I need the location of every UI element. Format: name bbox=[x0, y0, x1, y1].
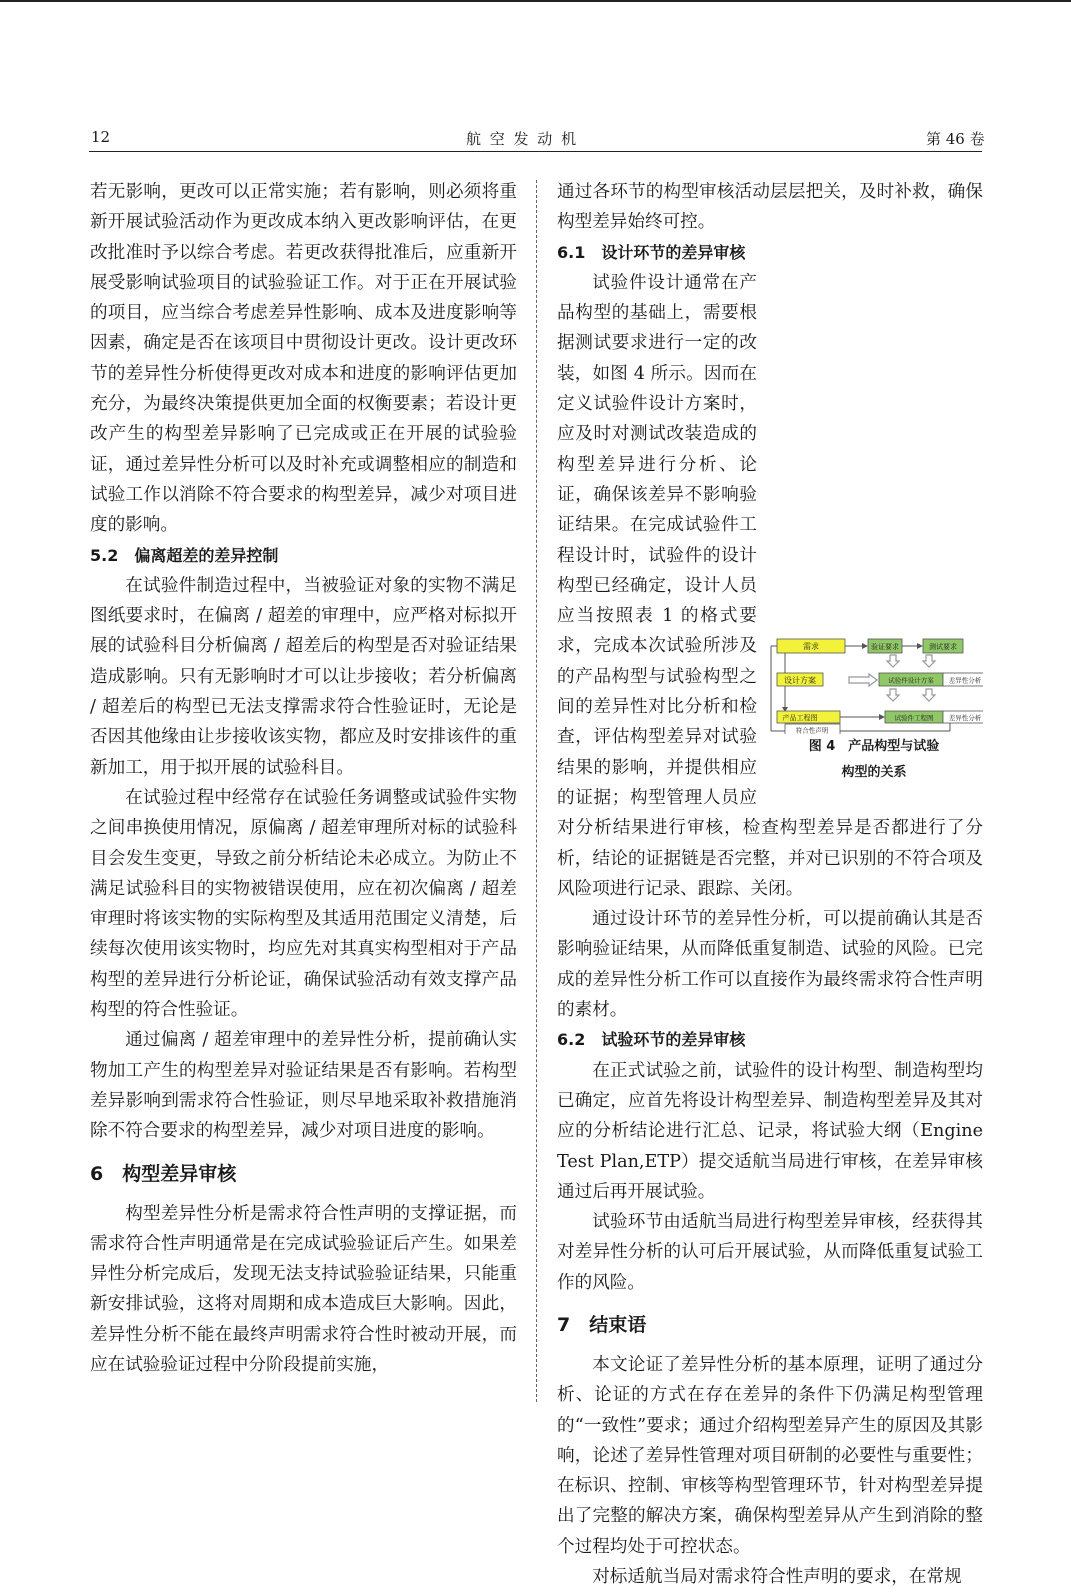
section-heading-6: 6 构型差异审核 bbox=[90, 1162, 237, 1185]
label-verification-requirement: 验证要求 bbox=[871, 642, 899, 651]
section-heading-7: 7 结束语 bbox=[557, 1313, 647, 1336]
figure-4 bbox=[765, 634, 983, 786]
paragraph: 通过设计环节的差异性分析，可以提前确认其是否影响验证结果，从而降低重复制造、试验的风险。已完成的差异性分析工作可以直接作为最终需求符合性声明的素材。 bbox=[557, 909, 983, 1021]
label-test-piece-design: 试验件设计方案 bbox=[888, 676, 934, 685]
column-separator bbox=[536, 180, 537, 1402]
journal-title: 航 空 发 动 机 bbox=[466, 130, 579, 148]
header-rule bbox=[89, 151, 982, 152]
section-heading-6-1: 6.1 设计环节的差异审核 bbox=[557, 242, 746, 262]
volume-label: 第 46 卷 bbox=[926, 130, 985, 148]
paragraph: 本文论证了差异性分析的基本原理，证明了通过分析、论证的方式在存在差异的条件下仍满足构型管理的“一致性”要求；通过介绍构型差异产生的原因及其影响，论述了差异性管理对项目研制的必要性与重要性；在标识、控制、审核等构型管理环节，针对构型差异提出了完整的解决方案，确保构型差异从产生到消除的整个过程均处于可控状态。 bbox=[557, 1354, 983, 1557]
paragraph: 试验环节由适航当局进行构型差异审核，经获得其对差异性分析的认可后开展试验，从而降低重复试验工作的风险。 bbox=[557, 1212, 983, 1293]
paragraph: 通过各环节的构型审核活动层层把关，及时补救，确保构型差异始终可控。 bbox=[557, 182, 983, 233]
label-design-scheme: 设计方案 bbox=[784, 675, 816, 685]
section-heading-6-2: 6.2 试验环节的差异审核 bbox=[557, 1030, 746, 1050]
label-test-piece-drawing: 试验件工程图 bbox=[894, 713, 934, 722]
label-requirement: 需求 bbox=[803, 641, 819, 651]
paragraph: 在正式试验之前，试验件的设计构型、制造构型均已确定，应首先将设计构型差异、制造构型差异及其对应的分析结论进行汇总、记录，将试验大纲（Engine Test Plan,ETP）提交适航当局进行审核，在差异审核通过后再开展试验。 bbox=[557, 1060, 983, 1202]
paragraph: 通过偏离 / 超差审理中的差异性分析，提前确认实物加工产生的构型差异对验证结果是否有影响。若构型差异影响到需求符合性验证，则尽早地采取补救措施消除不符合要求的构型差异，减少对项目进度的影响。 bbox=[90, 1030, 517, 1142]
figure-caption-line-2: 构型的关系 bbox=[841, 764, 907, 780]
left-column bbox=[90, 177, 517, 1380]
label-compliance-statement: 符合性声明 bbox=[795, 726, 829, 734]
figure-caption-line-1: 图 4 产品构型与试验 bbox=[808, 738, 940, 754]
section-heading-5-2: 5.2 偏离超差的差异控制 bbox=[90, 545, 279, 565]
paragraph: 在试验过程中经常存在试验任务调整或试验件实物之间串换使用情况，原偏离 / 超差审理所对标的试验科目会发生变更，导致之前分析结论未必成立。为防止不满足试验科目的实物被错误使用，应在初次偏离 / 超差审理时将该实物的实际构型及其适用范围定义清楚，后续每次使用该实物时，均应先对其真实构型相对于产品构型的差异进行分析论证，确保试验活动有效支撑产品构型的符合性验证。 bbox=[90, 787, 517, 1021]
label-difference-analysis-2: 差异性分析 bbox=[948, 713, 982, 722]
paragraph: 构型差异性分析是需求符合性声明的支撑证据，而需求符合性声明通常是在完成试验验证后产生。如果差异性分析完成后，发现无法支持试验验证结果，只能重新安排试验，这将对周期和成本造成巨大影响。因此，差异性分析不能在最终声明需求符合性时被动开展，而应在试验验证过程中分阶段提前实施， bbox=[90, 1203, 517, 1375]
paragraph: 试验件设计通常在产品构型的基础上，需要根据测试要求进行一定的改装，如图 4 所示。因而在定义试验件设计方案时，应及时对测试改装造成的构型差异进行分析、论证，确保该差异不影响验证结果。在完成试验件工程设计时，试验件的设计构型已经确定，设计人员应当按照表 1 的格式要求，完成本次试验所涉及的产品构型与试验构型之间的差异性对比分析和检查，评估构型差异对试验结果的影响，并提供相应的证据；构型管理人员应对分析结果进行审核，检查构型差异是否都进行了分析，结论的证据链是否完整，并对已识别的不符合项及风险项进行记录、跟踪、关闭。 bbox=[557, 272, 983, 899]
label-difference-analysis-1: 差异性分析 bbox=[948, 676, 982, 685]
paragraph: 在试验件制造过程中，当被验证对象的实物不满足图纸要求时，在偏离 / 超差的审理中，应严格对标拟开展的试验科目分析偏离 / 超差后的构型是否对验证结果造成影响。只有无影响时才可以让步接收；若分析偏离 / 超差后的构型已无法支撑需求符合性验证时，无论是否因其他缘由让步接收该实物，都应及时安排该件的重新加工，用于拟开展的试验科目。 bbox=[90, 575, 517, 778]
right-column bbox=[557, 177, 983, 1592]
paragraph: 若无影响，更改可以正常实施；若有影响，则必须将重新开展试验活动作为更改成本纳入更改影响评估，在更改批准时予以综合考虑。若更改获得批准后，应重新开展受影响试验项目的试验验证工作。对于正在开展试验的项目，应当综合考虑差异性影响、成本及进度影响等因素，确定是否在该项目中贯彻设计更改。设计更改环节的差异性分析使得更改对成本和进度的影响评估更加充分，为最终决策提供更加全面的权衡要素；若设计更改产生的构型差异影响了已完成或正在开展的试验验证，通过差异性分析可以及时补充或调整相应的制造和试验工作以消除不符合要求的构型差异，减少对项目进度的影响。 bbox=[90, 182, 517, 536]
label-product-drawing: 产品工程图 bbox=[782, 713, 818, 722]
top-border bbox=[0, 0, 1071, 2]
page-number: 12 bbox=[91, 128, 111, 146]
paragraph-with-figure bbox=[557, 268, 983, 904]
paragraph: 对标适航当局对需求符合性声明的要求，在常规 bbox=[592, 1567, 962, 1588]
figure-4-diagram bbox=[765, 634, 983, 734]
label-test-requirement: 测试要求 bbox=[929, 642, 957, 651]
